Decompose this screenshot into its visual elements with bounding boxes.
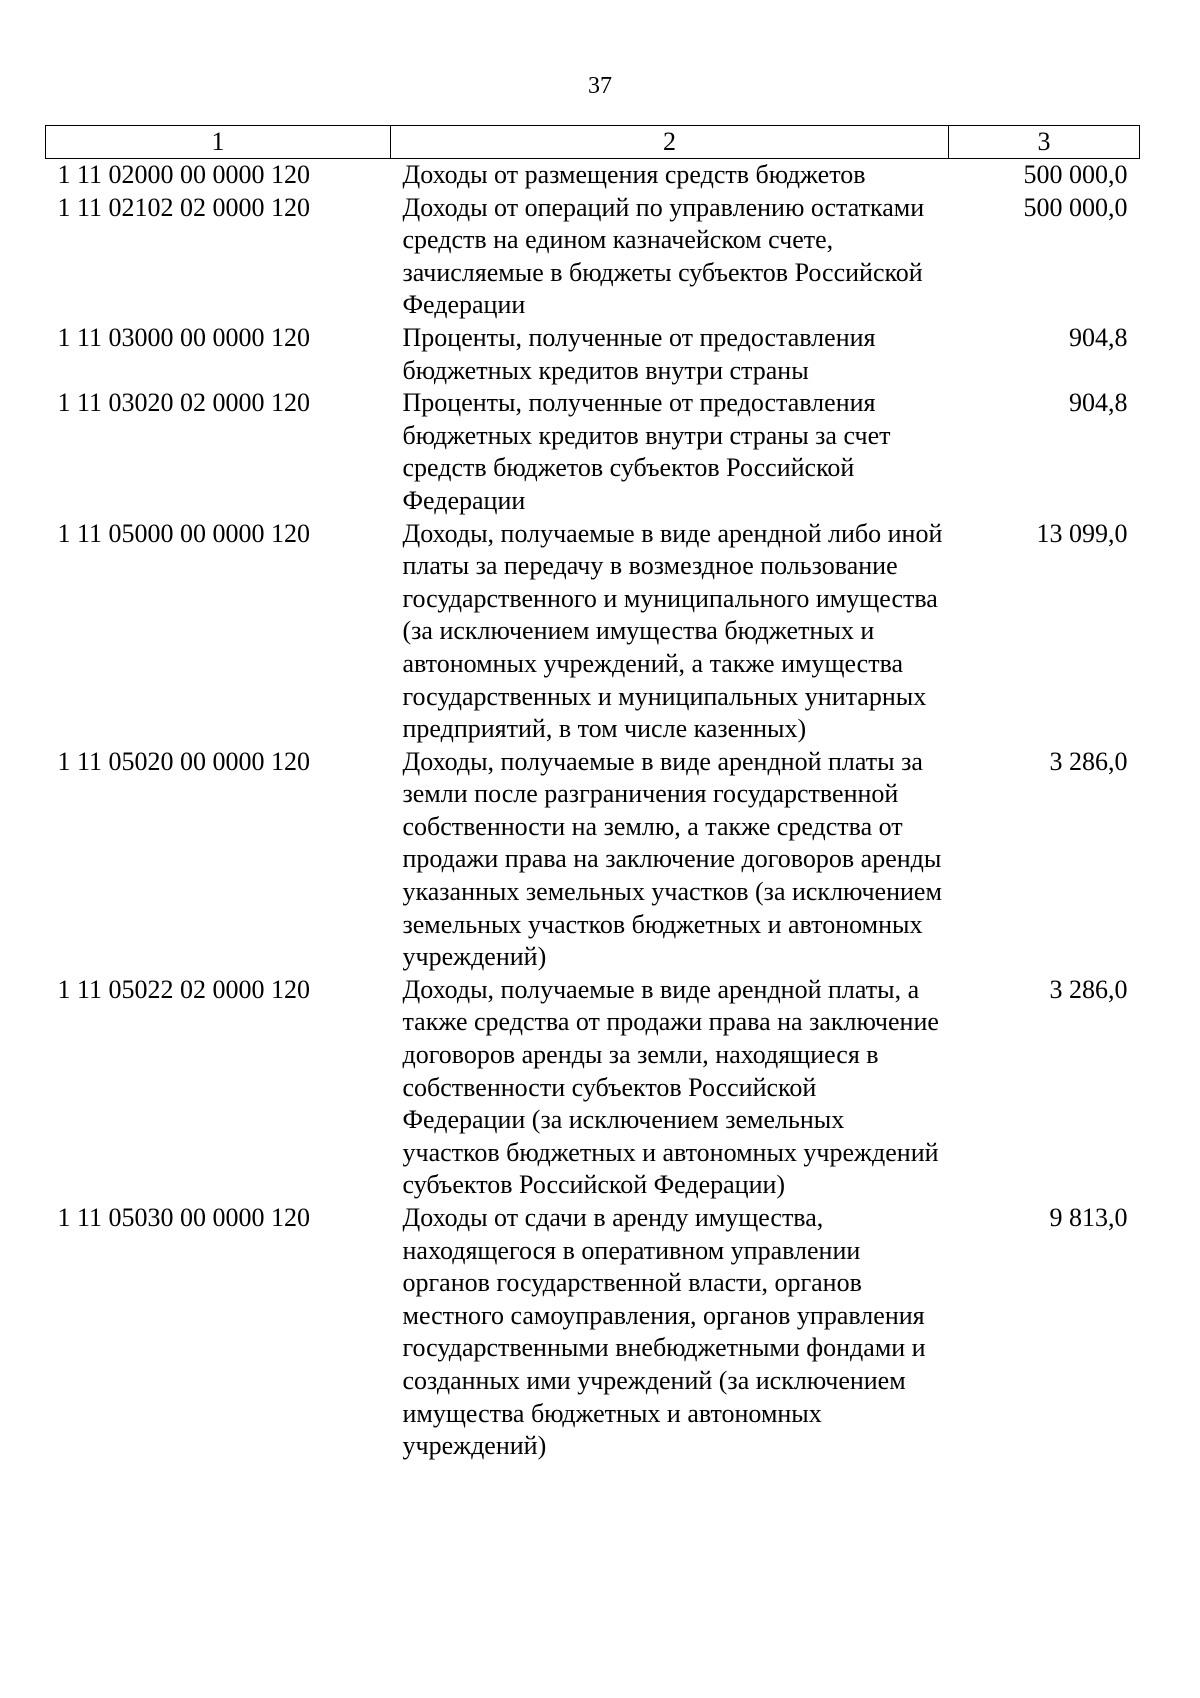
row-code: 1 11 05000 00 0000 120 (57, 518, 311, 548)
row-amount: 500 000,0 (1023, 160, 1128, 189)
table-body (46, 159, 1140, 1463)
row-amount: 13 099,0 (1036, 518, 1128, 548)
table-row (46, 159, 1140, 192)
row-code: 1 11 03020 02 0000 120 (57, 388, 311, 418)
header-row (46, 126, 1140, 159)
row-amount: 500 000,0 (1023, 192, 1128, 222)
page-number: 37 (588, 73, 612, 99)
row-name: Проценты, полученные от предоставления бюджетных кредитов внутри страны (402, 322, 876, 385)
row-amount: 9 813,0 (1049, 1203, 1128, 1232)
column-header-name: 2 (391, 126, 949, 159)
revenue-table (45, 125, 1140, 1463)
row-amount: 3 286,0 (1049, 974, 1128, 1004)
row-code: 1 11 05022 02 0000 120 (57, 974, 311, 1004)
column-header-amount: 3 (949, 126, 1140, 159)
table-row (46, 974, 1140, 1202)
row-code: 1 11 02102 02 0000 120 (57, 192, 311, 222)
row-name: Доходы, получаемые в виде арендной платы за земли после разграничения государственной собственности на землю, а также средства от продажи права на заключение договоров аренды указанных земельных участков (за исключением земельных участков бюджетных и автономных учреждений) (402, 746, 942, 972)
table-row (46, 746, 1140, 974)
row-code: 1 11 03000 00 0000 120 (57, 322, 311, 352)
row-code: 1 11 02000 00 0000 120 (57, 160, 311, 189)
table-header (46, 126, 1140, 159)
column-header-code: 1 (46, 126, 391, 159)
row-name: Доходы от операций по управлению остатками средств на едином казначейском счете, зачисляемые в бюджеты субъектов Российской Федерации (402, 192, 925, 320)
row-amount: 904,8 (1069, 322, 1128, 352)
row-name: Доходы от сдачи в аренду имущества, находящегося в оперативном управлении органов государственной власти, органов местного самоуправления, органов управления государственными внебюджетными фондами и созданных ими учреждений (за исключением имущества бюджетных и автономных учреждений) (402, 1203, 926, 1461)
row-amount: 904,8 (1069, 388, 1128, 418)
table-row (46, 387, 1140, 517)
row-name: Проценты, полученные от предоставления бюджетных кредитов внутри страны за счет средств бюджетов субъектов Российской Федерации (402, 388, 891, 515)
table-row (46, 192, 1140, 322)
row-name: Доходы, получаемые в виде арендной платы, а также средства от продажи права на заключение договоров аренды за земли, находящиеся в собственности субъектов Российской Федерации (за исключением земельных участков бюджетных и автономных учреждений субъектов Российской Федерации) (402, 974, 939, 1200)
table-row (46, 1202, 1140, 1463)
row-code: 1 11 05030 00 0000 120 (57, 1203, 311, 1232)
row-amount: 3 286,0 (1049, 746, 1128, 776)
table-row (46, 322, 1140, 387)
row-name: Доходы от размещения средств бюджетов (402, 160, 866, 189)
table-row (46, 518, 1140, 746)
row-name: Доходы, получаемые в виде арендной либо иной платы за передачу в возмездное пользование государственного и муниципального имущества (за исключением имущества бюджетных и автономных учреждений, а также имущества государственных и муниципальных унитарных предприятий, в том числе казенных) (402, 518, 943, 744)
row-code: 1 11 05020 00 0000 120 (57, 746, 311, 776)
